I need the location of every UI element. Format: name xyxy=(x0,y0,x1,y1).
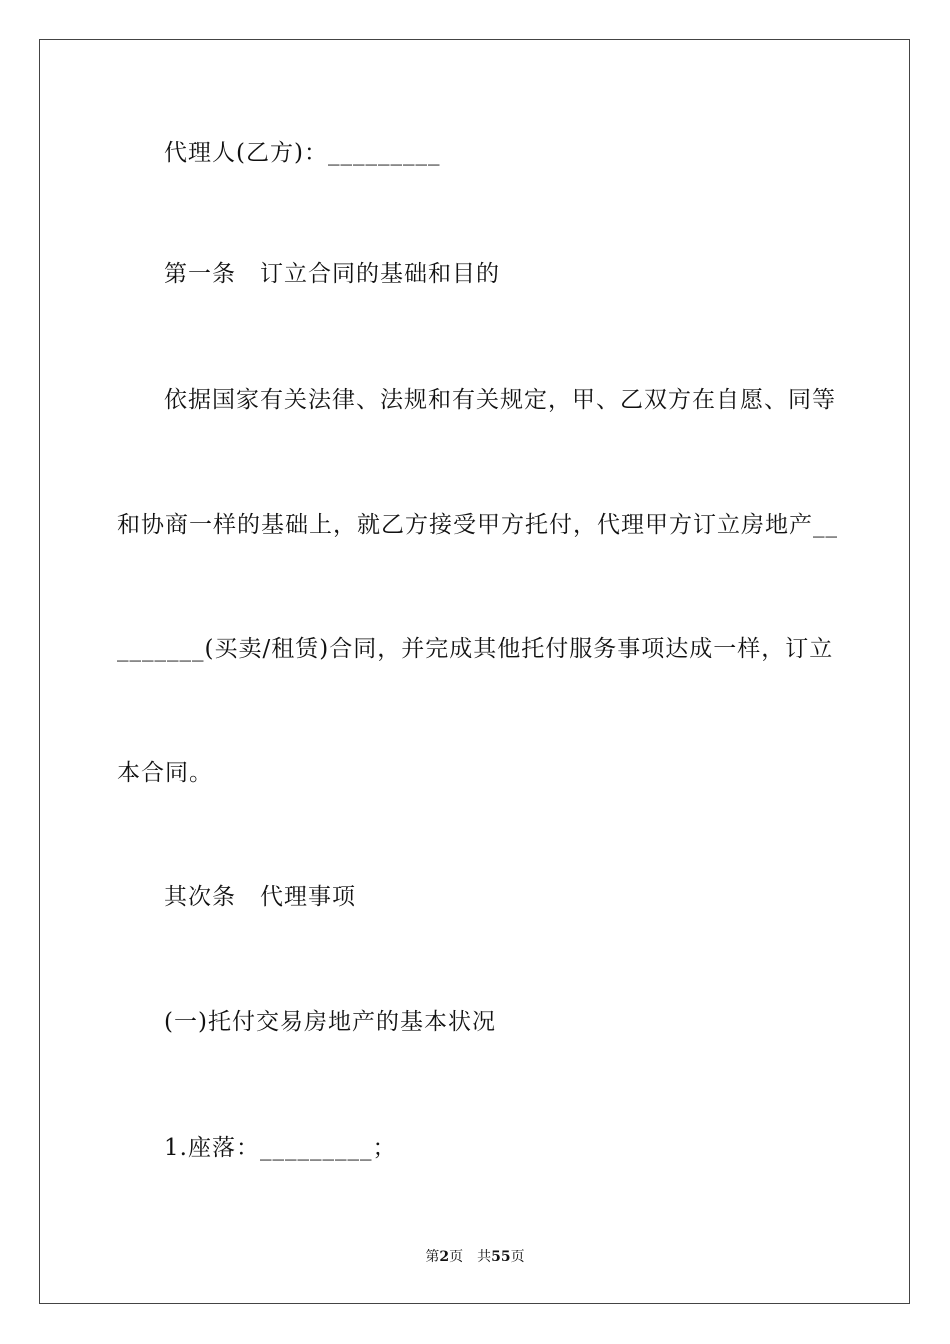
article-1-paragraph-line-4: 本合同。 xyxy=(117,760,213,786)
article-1-paragraph-line-2: 和协商一样的基础上，就乙方接受甲方托付，代理甲方订立房地产__ xyxy=(117,512,838,538)
article-1-paragraph-line-1: 依据国家有关法律、法规和有关规定，甲、乙双方在自愿、同等 xyxy=(164,387,836,413)
footer-total-pages: 55 xyxy=(491,1249,511,1265)
footer-page-mid: 页 共 xyxy=(449,1249,492,1265)
footer-page-prefix: 第 xyxy=(425,1249,440,1265)
section-1-heading: (一)托付交易房地产的基本状况 xyxy=(164,1009,496,1035)
article-1-heading: 第一条 订立合同的基础和目的 xyxy=(164,261,500,287)
footer-page-suffix: 页 xyxy=(510,1249,525,1265)
page-footer xyxy=(0,1248,950,1266)
location-field-line: 1.座落：_________； xyxy=(164,1135,397,1161)
article-2-heading: 其次条 代理事项 xyxy=(164,884,356,910)
page-frame xyxy=(39,39,910,1304)
article-1-paragraph-line-3: _______(买卖/租赁)合同，并完成其他托付服务事项达成一样，订立 xyxy=(117,636,834,662)
agent-party-b-line: 代理人(乙方)：_________ xyxy=(164,140,441,166)
footer-current-page: 2 xyxy=(439,1249,450,1265)
